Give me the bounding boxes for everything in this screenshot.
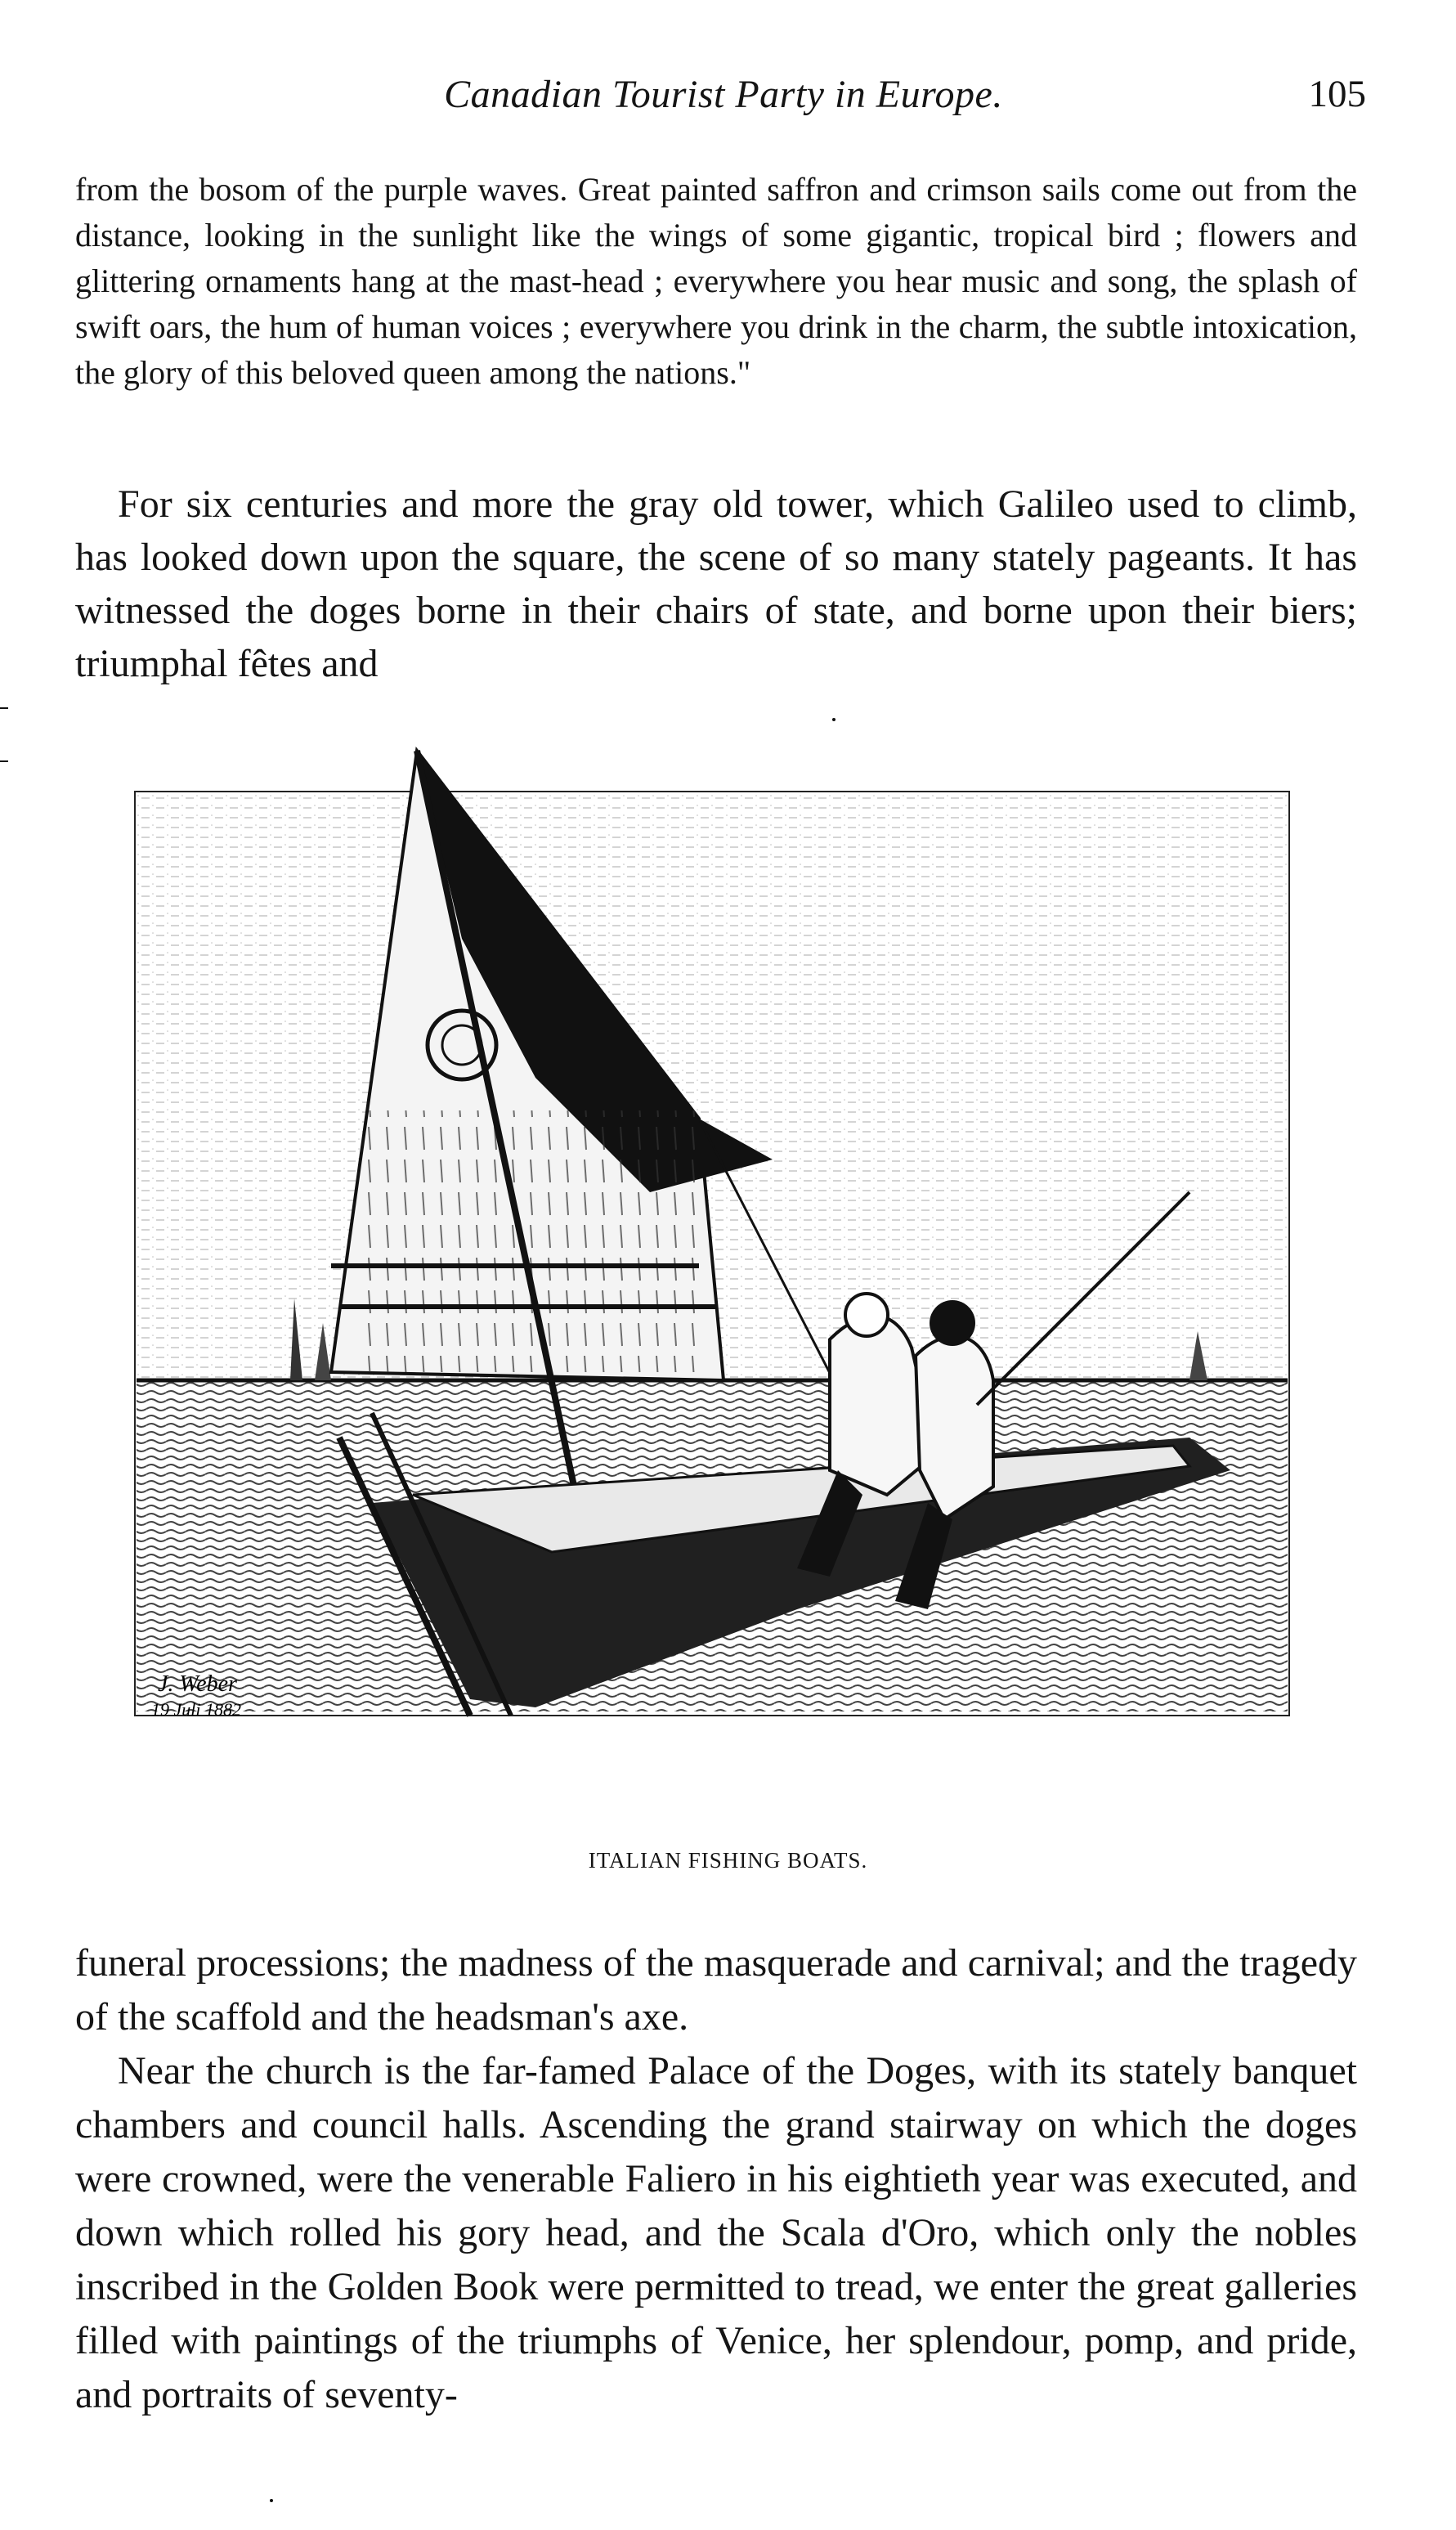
quote-paragraph: from the bosom of the purple waves. Great painted saffron and crimson sails come out from the distance, looking in the sunlight like the wings of some gigantic, tropical bird ; flowers and glittering ornaments hang at the mast-head ; everywhere you hear music and song, the splash of swift oars, the hum of human voices ; everywhere you drink in the charm, the subtle intoxication, the glory of this beloved queen among the nations."	[75, 171, 1357, 391]
fishing-boats-engraving	[127, 734, 1297, 1797]
ink-dot-2	[270, 2499, 273, 2502]
running-title: Canadian Tourist Party in Europe.	[444, 73, 1003, 116]
body-paragraph-bottom-2: Near the church is the far-famed Palace of the Doges, with its stately banquet chambers and council halls. Ascending the grand stairway on which the doges were crowned, were the venerable Faliero in his eightieth year was executed, and down which rolled his gory head, and the Scala d'Oro, which only the nobles inscribed in the Golden Book were permitted to tread, we enter the great galleries filled with paintings of the triumphs of Venice, her splendour, pomp, and pride, and portraits of seventy-	[75, 2049, 1357, 2416]
signature-date: 19 Juli 1882	[151, 1699, 241, 1720]
body-paragraph-bottom-1: funeral processions; the madness of the masquerade and carnival; and the tragedy of the scaffold and the headsman's axe.	[75, 1941, 1357, 2039]
ink-dot-1	[832, 718, 836, 721]
page-number: 105	[1308, 73, 1366, 115]
body-paragraphs-bottom	[75, 1936, 1357, 2422]
illustration-caption: ITALIAN FISHING BOATS.	[588, 1848, 868, 1873]
body-paragraph-top: For six centuries and more the gray old tower, which Galileo used to climb, has looked down upon the square, the scene of so many stately pageants. It has witnessed the doges borne in their chairs of state, and borne upon their biers; triumphal fêtes and	[75, 482, 1357, 685]
signature-name: J. Weber	[158, 1671, 237, 1697]
left-edge-mark-1	[0, 707, 8, 709]
left-edge-mark-2	[0, 760, 8, 762]
page-header	[74, 64, 1382, 121]
artist-signature	[151, 1671, 241, 1720]
